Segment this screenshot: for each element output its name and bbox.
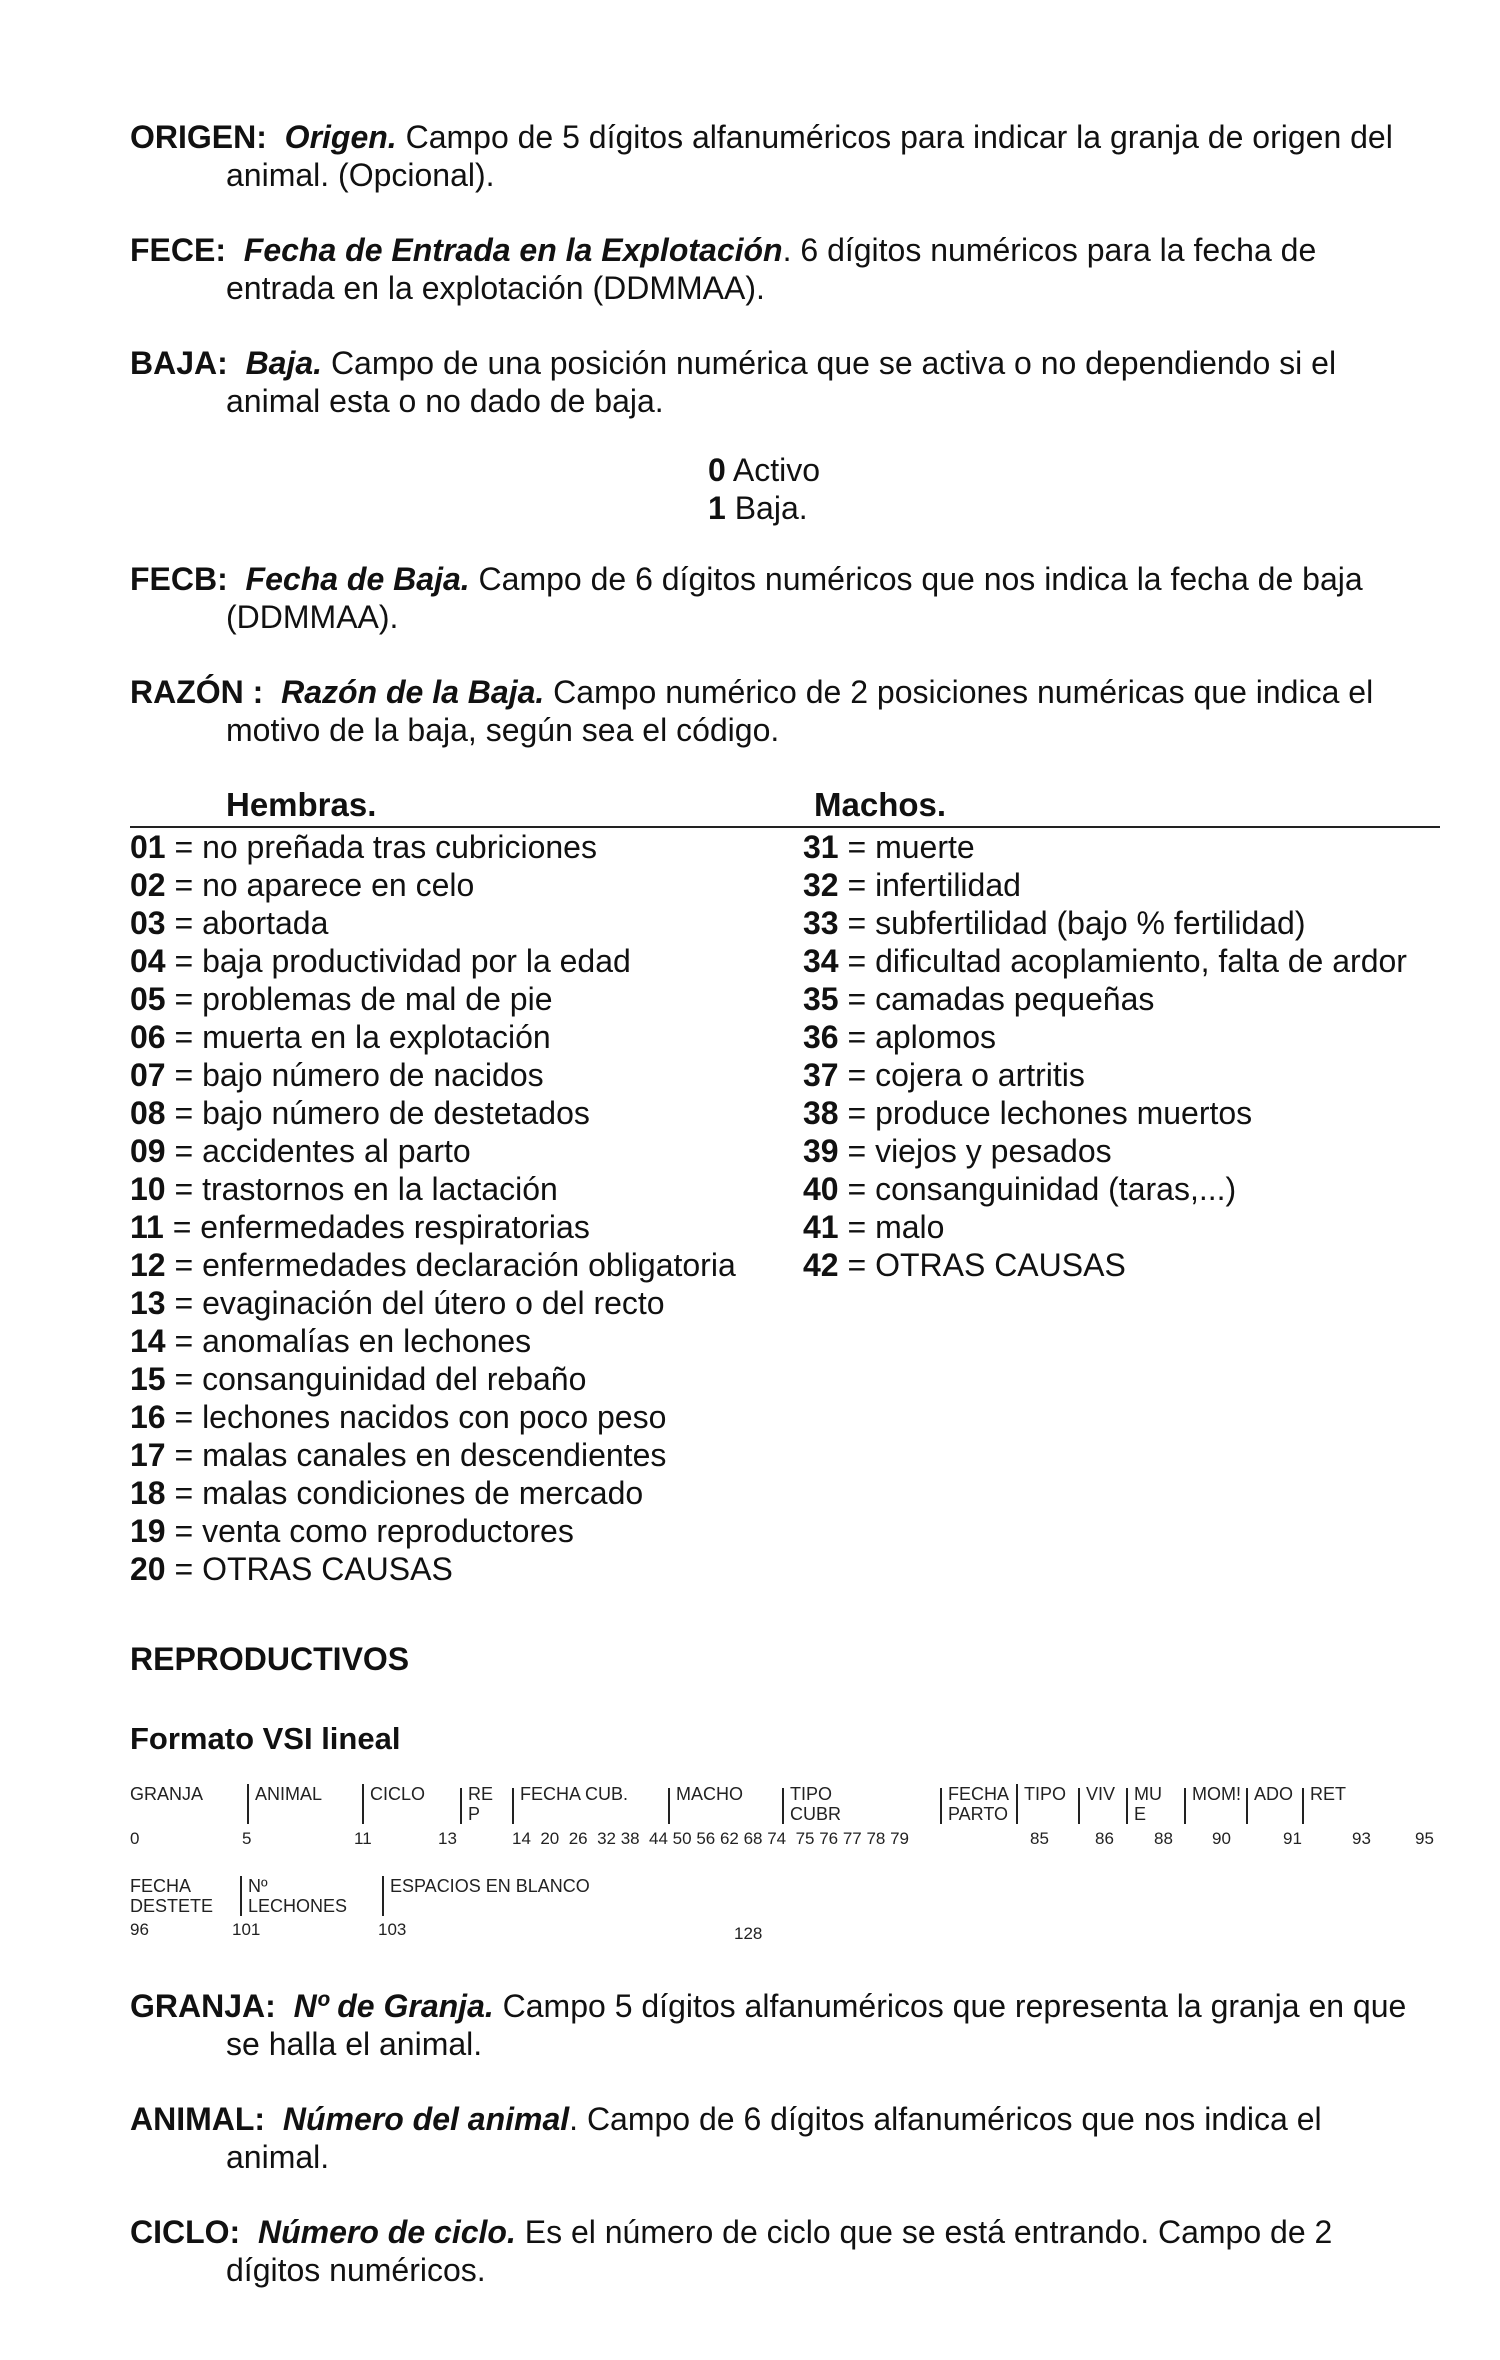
field-ciclo [130,2213,1430,2289]
reason-row [130,1018,736,1056]
reason-row [803,1094,1407,1132]
reason-text: baja productividad por la edad [202,943,631,979]
reason-row [130,942,736,980]
field-desc: Campo numérico de 2 posiciones numéricas que indica el [544,674,1374,710]
reason-text: consanguinidad (taras,...) [875,1171,1237,1207]
reason-text: anomalías en lechones [202,1323,532,1359]
reason-code: 32 [803,867,839,903]
reason-code: 08 [130,1095,166,1131]
reason-row [130,1512,736,1550]
equals-sign: = [165,1399,203,1435]
vsi-label-tipo: TIPO [1024,1784,1067,1804]
machos-list [803,828,1407,1284]
baja-code-label: Activo [732,452,821,488]
field-key: FECE: [130,232,226,268]
vsi-label-tipo-cubr: TIPO CUBR [790,1784,842,1824]
reason-code: 35 [803,981,839,1017]
baja-code-label: Baja. [734,490,808,526]
reason-code: 01 [130,829,166,865]
equals-sign: = [838,943,876,979]
vsi-label-n-lechones: Nº LECHONES [248,1876,348,1916]
equals-sign: = [165,943,203,979]
vsi-label-ado: ADO [1254,1784,1294,1804]
vsi-position: 5 [242,1829,252,1848]
field-desc-cont: entrada en la explotación (DDMMAA). [226,270,765,306]
vsi-separator [460,1788,462,1824]
reason-text: enfermedades declaración obligatoria [202,1247,736,1283]
vsi-separator [1126,1788,1128,1824]
vsi-position: 86 [1095,1829,1114,1848]
vsi-separator [940,1788,942,1824]
reason-row [803,1018,1407,1056]
vsi-separator [668,1788,670,1824]
reason-text: problemas de mal de pie [202,981,553,1017]
reason-code: 17 [130,1437,166,1473]
reason-row [803,1170,1407,1208]
hembras-list [130,828,736,1588]
field-razon [130,673,1430,749]
reason-text: bajo número de nacidos [202,1057,544,1093]
reason-text: bajo número de destetados [202,1095,590,1131]
document-page [130,118,1434,2326]
equals-sign: = [165,1513,203,1549]
field-desc-cont: motivo de la baja, según sea el código. [226,712,780,748]
reason-row [803,1208,1407,1246]
field-desc-cont: (DDMMAA). [226,599,399,635]
reason-text: malo [875,1209,945,1245]
vsi-separator [782,1788,784,1824]
vsi-label-mom: MOM! [1192,1784,1241,1804]
vsi-position: 88 [1154,1829,1173,1848]
field-desc-cont: animal. (Opcional). [226,157,495,193]
vsi-format-diagram [130,1784,1440,1969]
field-desc: Campo de 6 dígitos numéricos que nos indica la fecha de baja [469,561,1363,597]
reason-text: viejos y pesados [875,1133,1112,1169]
reason-code: 06 [130,1019,166,1055]
reason-code: 05 [130,981,166,1017]
vsi-position: 95 [1415,1829,1434,1848]
vsi-position: 101 [232,1920,261,1939]
equals-sign: = [838,1133,876,1169]
equals-sign: = [165,1171,203,1207]
hembras-title: Hembras. [226,786,377,823]
vsi-position: 103 [378,1920,407,1939]
field-desc: Campo 5 dígitos alfanuméricos que representa la granja en que [493,1988,1407,2024]
equals-sign: = [165,1475,203,1511]
vsi-label-fecha-destete: FECHA DESTETE [130,1876,214,1916]
equals-sign: = [165,1361,203,1397]
field-title: Razón de la Baja. [281,674,545,710]
reason-row [130,1170,736,1208]
field-key: ORIGEN: [130,119,267,155]
equals-sign: = [165,867,203,903]
reason-code: 10 [130,1171,166,1207]
vsi-separator [1302,1788,1304,1824]
vsi-position: 93 [1352,1829,1371,1848]
vsi-position: 13 [438,1829,457,1848]
reason-code: 11 [130,1209,164,1245]
reason-code: 42 [803,1247,839,1283]
reason-code: 38 [803,1095,839,1131]
field-desc-cont: animal. [226,2139,330,2175]
reason-code: 39 [803,1133,839,1169]
field-desc: Es el número de ciclo que se está entrando. Campo de 2 [515,2214,1333,2250]
field-desc: Campo de 5 dígitos alfanuméricos para indicar la granja de origen del [396,119,1393,155]
section-title: REPRODUCTIVOS [130,1641,410,1677]
reason-row [130,1360,736,1398]
equals-sign: = [165,1285,203,1321]
equals-sign: = [165,905,203,941]
equals-sign: = [165,1057,203,1093]
reason-row [130,1550,736,1588]
reason-code: 41 [803,1209,839,1245]
field-title: Número de ciclo. [257,2214,516,2250]
reason-code: 02 [130,867,166,903]
reason-text: OTRAS CAUSAS [202,1551,453,1587]
reason-row [803,1056,1407,1094]
vsi-label-fecha-parto: FECHA PARTO [948,1784,1010,1824]
equals-sign: = [165,1133,203,1169]
vsi-label-espacios-blanco: ESPACIOS EN BLANCO [390,1876,590,1896]
reason-text: muerte [875,829,975,865]
reason-text: muerta en la explotación [202,1019,551,1055]
reason-text: subfertilidad (bajo % fertilidad) [875,905,1306,941]
baja-code: 1 [708,490,726,526]
reason-code: 34 [803,943,839,979]
machos-title: Machos. [814,786,947,823]
vsi-label-viv: VIV [1086,1784,1116,1804]
vsi-separator [1184,1788,1186,1824]
reason-text: consanguinidad del rebaño [202,1361,587,1397]
reason-row [803,942,1407,980]
vsi-separator [240,1876,242,1916]
reason-text: evaginación del útero o del recto [202,1285,665,1321]
vsi-separator [382,1876,384,1916]
equals-sign: = [165,829,203,865]
vsi-separator [512,1788,514,1824]
equals-sign: = [838,829,876,865]
reason-text: malas canales en descendientes [202,1437,667,1473]
reason-text: trastornos en la lactación [202,1171,558,1207]
vsi-separator [362,1784,364,1824]
field-title: Fecha de Entrada en la Explotación [243,232,783,268]
equals-sign: = [165,1323,203,1359]
field-desc-cont: animal esta o no dado de baja. [226,383,664,419]
reason-code: 03 [130,905,166,941]
reason-row [803,1246,1407,1284]
reason-code: 31 [803,829,839,865]
reason-text: abortada [202,905,329,941]
field-granja [130,1987,1430,2063]
reason-row [130,1056,736,1094]
reason-text: infertilidad [875,867,1021,903]
baja-code: 0 [708,452,726,488]
reason-text: dificultad acoplamiento, falta de ardor [875,943,1407,979]
equals-sign: = [165,1095,203,1131]
field-key: FECB: [130,561,228,597]
reason-text: lechones nacidos con poco peso [202,1399,667,1435]
reason-text: camadas pequeñas [875,981,1155,1017]
equals-sign: = [838,1247,876,1283]
reason-row [130,1398,736,1436]
reason-code: 40 [803,1171,839,1207]
reason-text: cojera o artritis [875,1057,1085,1093]
vsi-label-mue: MU E [1134,1784,1162,1824]
baja-codes [708,451,1430,527]
equals-sign: = [165,1019,203,1055]
field-key: GRANJA: [130,1988,276,2024]
equals-sign: = [838,1095,876,1131]
reason-code: 18 [130,1475,166,1511]
vsi-position: 14 20 26 32 38 44 50 56 62 68 74 75 76 77 78 79 [512,1829,910,1848]
reason-code: 13 [130,1285,166,1321]
equals-sign: = [838,981,876,1017]
fields-mid [130,560,1430,749]
field-key: RAZÓN : [130,674,264,710]
field-key: CICLO: [130,2214,241,2250]
reason-code: 33 [803,905,839,941]
vsi-label-granja: GRANJA [130,1784,204,1804]
equals-sign: = [838,1057,876,1093]
equals-sign: = [838,905,876,941]
reason-row [803,980,1407,1018]
reason-code: 19 [130,1513,166,1549]
field-animal [130,2100,1430,2176]
vsi-position: 11 [354,1829,372,1848]
reason-row [130,866,736,904]
reason-code: 15 [130,1361,166,1397]
field-baja [130,344,1430,420]
reason-text: produce lechones muertos [875,1095,1253,1131]
reason-text: venta como reproductores [202,1513,574,1549]
baja-code-row [708,489,1430,527]
field-fecb [130,560,1430,636]
vsi-label-fecha-cub: FECHA CUB. [520,1784,629,1804]
reason-text: no aparece en celo [202,867,475,903]
reason-code: 04 [130,943,166,979]
equals-sign: = [838,1019,876,1055]
reason-row [803,866,1407,904]
vsi-label-ret: RET [1310,1784,1346,1804]
field-title: Número del animal [282,2101,570,2137]
reason-code: 09 [130,1133,166,1169]
equals-sign: = [838,867,876,903]
reason-row [803,828,1407,866]
field-title: Nº de Granja. [293,1988,494,2024]
reason-row [130,1094,736,1132]
reason-code: 14 [130,1323,166,1359]
field-desc: Campo de una posición numérica que se activa o no dependiendo si el [322,345,1337,381]
baja-code-row [708,451,1430,489]
field-desc-cont: se halla el animal. [226,2026,483,2062]
equals-sign: = [163,1209,201,1245]
vsi-position: 0 [130,1829,140,1848]
field-title: Baja. [245,345,323,381]
field-key: ANIMAL: [130,2101,266,2137]
reason-row [130,1246,736,1284]
vsi-position: 90 [1212,1829,1231,1848]
vsi-label-animal: ANIMAL [255,1784,323,1804]
reason-row [130,1322,736,1360]
vsi-position: 96 [130,1920,149,1939]
reason-code: 36 [803,1019,839,1055]
reason-code: 07 [130,1057,166,1093]
field-fece [130,231,1430,307]
vsi-position: 85 [1030,1829,1049,1848]
field-key: BAJA: [130,345,228,381]
vsi-label-rep: RE P [468,1784,494,1824]
vsi-label-ciclo: CICLO [370,1784,426,1804]
vsi-position: 128 [734,1924,763,1943]
format-title: Formato VSI lineal [130,1721,401,1756]
reason-text: accidentes al parto [202,1133,471,1169]
reason-row [803,904,1407,942]
equals-sign: = [838,1171,876,1207]
reason-row [130,828,736,866]
vsi-position: 91 [1283,1829,1302,1848]
field-origen [130,118,1430,194]
reason-row [130,1436,736,1474]
field-desc: . Campo de 6 dígitos alfanuméricos que nos indica el [569,2101,1322,2137]
equals-sign: = [165,1247,203,1283]
reason-row [130,1284,736,1322]
reason-code: 16 [130,1399,166,1435]
field-title: Fecha de Baja. [245,561,470,597]
vsi-separator [1246,1788,1248,1824]
vsi-separator [1078,1788,1080,1824]
field-desc: . 6 dígitos numéricos para la fecha de [782,232,1317,268]
reason-row [130,1474,736,1512]
equals-sign: = [165,1551,203,1587]
reason-row [130,1208,736,1246]
reason-text: aplomos [875,1019,997,1055]
reason-code: 37 [803,1057,839,1093]
reason-text: enfermedades respiratorias [200,1209,590,1245]
reason-code: 20 [130,1551,166,1587]
reasons-table [130,828,1440,1588]
equals-sign: = [838,1209,876,1245]
equals-sign: = [165,981,203,1017]
vsi-separator [247,1784,249,1824]
reason-text: OTRAS CAUSAS [875,1247,1126,1283]
vsi-label-macho: MACHO [676,1784,743,1804]
equals-sign: = [165,1437,203,1473]
reason-text: malas condiciones de mercado [202,1475,644,1511]
reason-row [803,1132,1407,1170]
reason-row [130,904,736,942]
field-desc-cont: dígitos numéricos. [226,2252,486,2288]
reason-row [130,980,736,1018]
reason-text: no preñada tras cubriciones [202,829,597,865]
fields-top [130,118,1430,420]
reason-code: 12 [130,1247,166,1283]
field-title: Origen. [284,119,397,155]
vsi-separator [1016,1784,1018,1824]
reasons-header [130,786,1440,826]
reason-row [130,1132,736,1170]
fields-bottom [130,1987,1430,2289]
